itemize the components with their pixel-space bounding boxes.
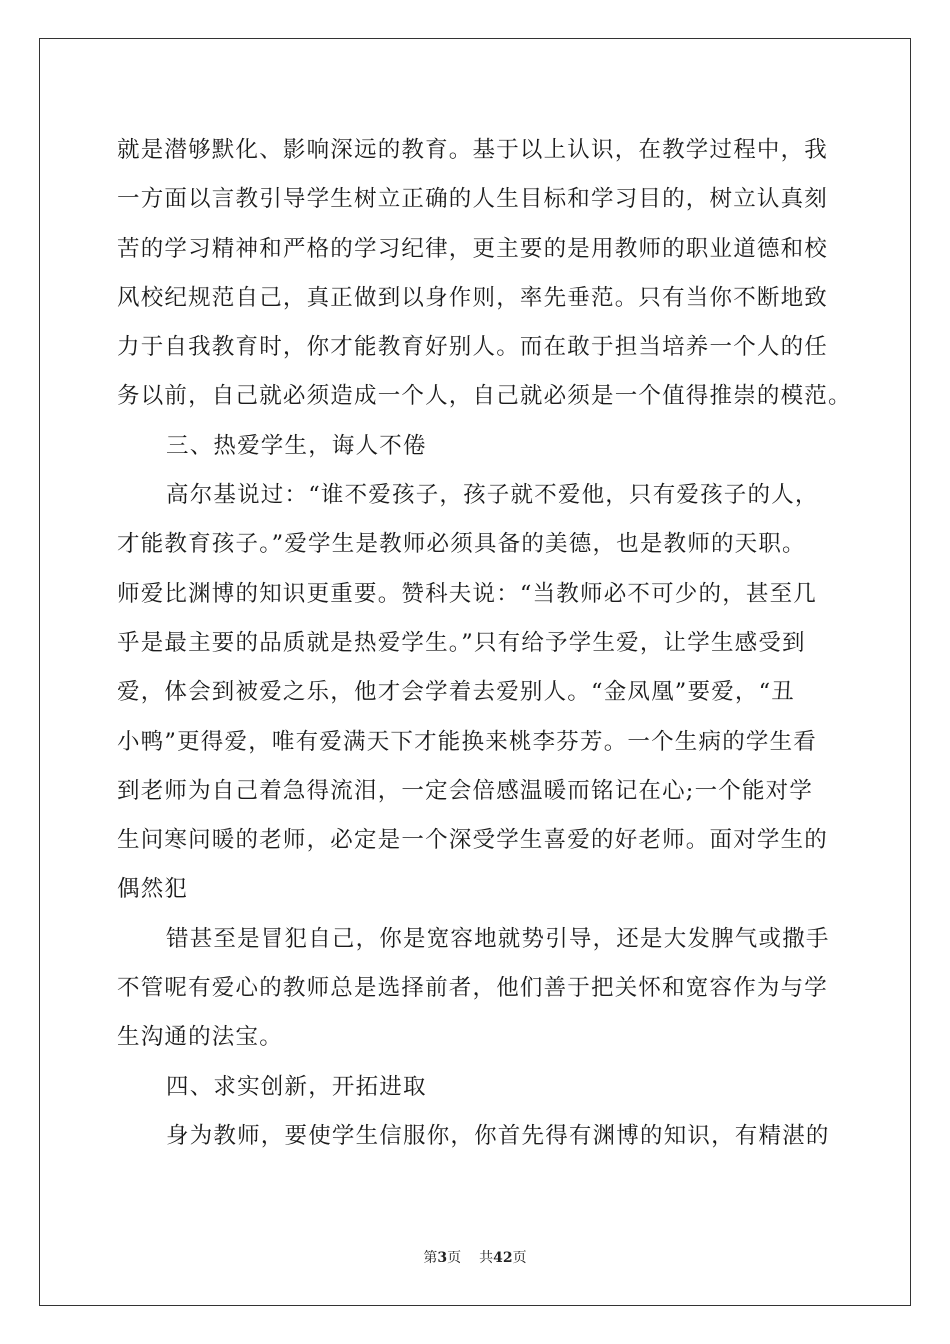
section-heading: 四、求实创新，开拓进取 xyxy=(166,1073,427,1100)
text-line: 一方面以言教引导学生树立正确的人生目标和学习目的，树立认真刻 xyxy=(117,186,829,213)
text-line: 师爱比渊博的知识更重要。赞科夫说：“当教师必不可少的，甚至几 xyxy=(117,580,818,607)
text-line: 才能教育孩子。”爱学生是教师必须具备的美德，也是教师的天职。 xyxy=(117,531,806,558)
text-line: 偶然犯 xyxy=(117,876,189,903)
text-line: 爱，体会到被爱之乐，他才会学着去爱别人。“金凤凰”要爱，“丑 xyxy=(117,679,796,706)
text-line: 身为教师，要使学生信服你，你首先得有渊博的知识，有精湛的 xyxy=(166,1122,830,1149)
text-line: 风校纪规范自己，真正做到以身作则，率先垂范。只有当你不断地致 xyxy=(117,284,829,311)
document-body xyxy=(117,126,852,1161)
page-number: 3 xyxy=(437,1250,448,1266)
page-footer xyxy=(0,1247,950,1267)
section-heading: 三、热爱学生，诲人不倦 xyxy=(166,432,427,459)
page-suffix: 页 xyxy=(447,1250,462,1266)
total-pages: 42 xyxy=(493,1250,513,1266)
text-line: 小鸭”更得爱，唯有爱满天下才能换来桃李芬芳。一个生病的学生看 xyxy=(117,728,818,755)
total-prefix: 共 xyxy=(479,1250,494,1266)
text-line: 不管呢有爱心的教师总是选择前者，他们善于把关怀和宽容作为与学 xyxy=(117,975,829,1002)
total-suffix: 页 xyxy=(512,1250,527,1266)
text-line: 务以前，自己就必须造成一个人，自己就必须是一个值得推崇的模范。 xyxy=(117,383,852,410)
text-line: 高尔基说过：“谁不爱孩子，孩子就不爱他，只有爱孩子的人， xyxy=(166,482,819,509)
page-prefix: 第 xyxy=(423,1250,438,1266)
text-line: 苦的学习精神和严格的学习纪律，更主要的是用教师的职业道德和校 xyxy=(117,235,829,262)
text-line: 到老师为自己着急得流泪，一定会倍感温暖而铭记在心;一个能对学 xyxy=(117,777,814,804)
text-line: 生问寒问暖的老师，必定是一个深受学生喜爱的好老师。面对学生的 xyxy=(117,827,829,854)
text-line: 力于自我教育时，你才能教育好别人。而在敢于担当培养一个人的任 xyxy=(117,334,829,361)
text-line: 错甚至是冒犯自己，你是宽容地就势引导，还是大发脾气或撒手 xyxy=(166,925,830,952)
text-line: 乎是最主要的品质就是热爱学生。”只有给予学生爱，让学生感受到 xyxy=(117,629,806,656)
text-line: 生沟通的法宝。 xyxy=(117,1024,283,1051)
text-line: 就是潜够默化、影响深远的教育。基于以上认识，在教学过程中，我 xyxy=(117,137,829,163)
